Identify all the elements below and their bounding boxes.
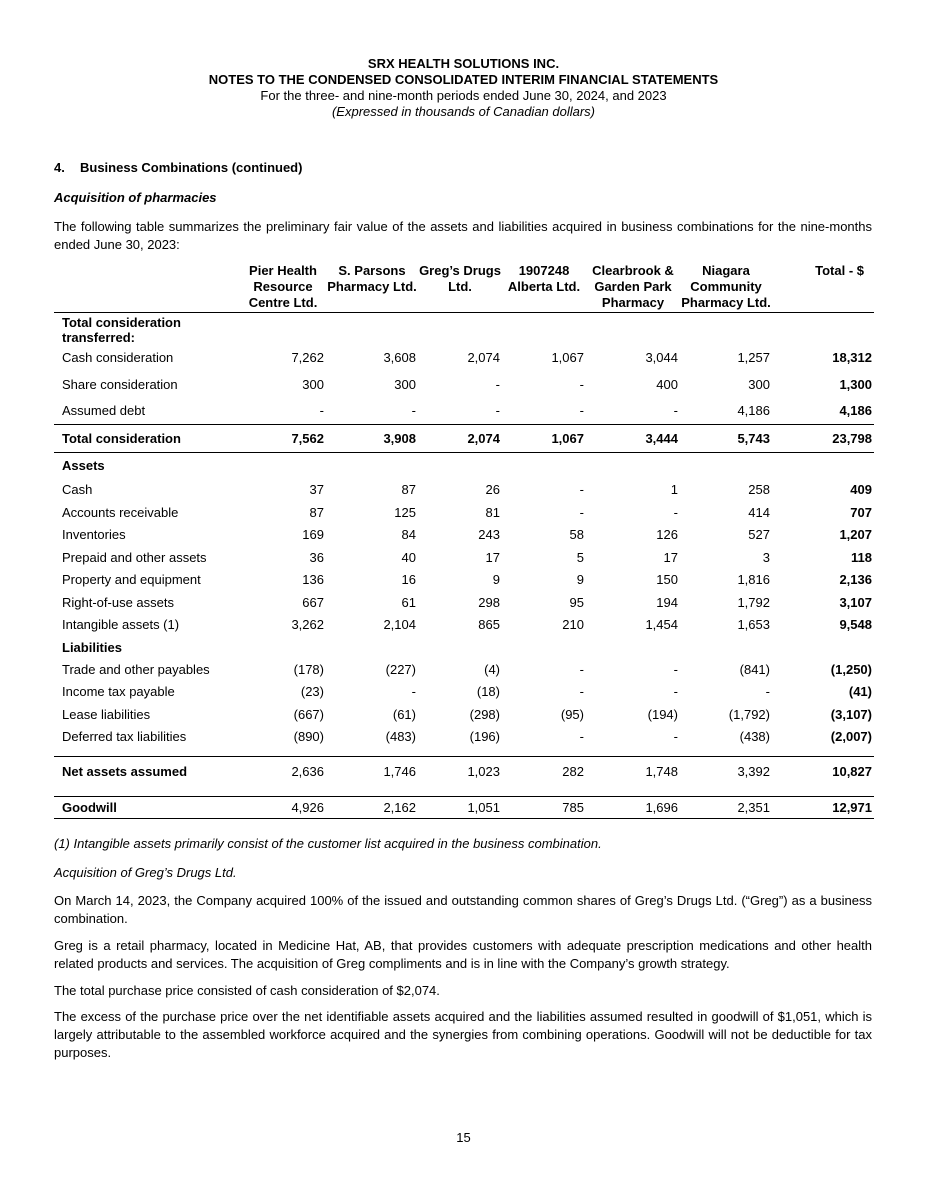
value-cell: 194 [656,594,678,610]
greg-acquisition-heading: Acquisition of Greg’s Drugs Ltd. [54,865,237,880]
row-label: Accounts receivable [62,504,179,520]
section-number: 4. [54,160,65,175]
value-cell: 400 [656,376,678,392]
value-cell: - [579,684,584,700]
value-cell: 1,454 [645,617,678,633]
value-cell: 3,392 [680,756,772,786]
row-label: Property and equipment [62,572,201,588]
table-row [54,658,874,681]
period-line: For the three- and nine-month periods ended June 30, 2024, and 2023 [260,88,667,103]
total-cell: 1,207 [839,527,872,543]
total-cell: (1,250) [830,661,872,677]
column-header: Greg’s Drugs Ltd. [418,263,502,313]
section-label: Liabilities [62,639,122,655]
value-cell: 865 [478,617,500,633]
table-row [54,501,874,524]
value-cell: - [765,684,770,700]
value-cell: 298 [478,594,500,610]
value-cell: 26 [485,482,500,498]
value-cell: (227) [385,661,416,677]
section-heading [54,160,302,175]
value-cell: 5 [576,549,584,565]
total-cell: 2,136 [839,572,872,588]
total-cell: (41) [848,684,872,700]
value-cell: 9 [576,572,584,588]
value-cell: 87 [401,482,416,498]
section-title: Business Combinations (continued) [80,160,303,175]
table-row [54,546,874,569]
value-cell: 81 [485,504,500,520]
value-cell: - [673,729,678,745]
section-label-row [54,636,874,658]
total-cell: (3,107) [830,706,872,722]
value-cell: 1,748 [586,756,680,786]
paragraph: Greg is a retail pharmacy, located in Medicine Hat, AB, that provides customers with adequate prescription medications and other health related products and services. The acquisition of Greg compliments and is in line with the Company’s growth strategy. [54,938,872,971]
value-cell: 2,636 [240,756,326,786]
value-cell: 136 [302,572,324,588]
intro-paragraph: The following table summarizes the preliminary fair value of the assets and liabilities acquired in business combinations for the nine-months ended June 30, 2023: [54,219,872,252]
value-cell: - [673,504,678,520]
value-cell: 243 [478,527,500,543]
value-cell: 1,067 [502,425,586,453]
value-cell: - [673,403,678,419]
value-cell: (667) [293,706,324,722]
row-label: Lease liabilities [62,706,151,722]
value-cell: 414 [748,504,770,520]
table-row [54,425,874,453]
value-cell: - [579,729,584,745]
value-cell: - [579,376,584,392]
total-cell: 10,827 [772,756,874,786]
total-cell: 9,548 [839,617,872,633]
value-cell: - [411,684,416,700]
table-row [54,614,874,637]
value-cell: 1,257 [737,350,770,365]
row-label: Prepaid and other assets [62,549,207,565]
value-cell: (95) [560,706,584,722]
value-cell: 150 [656,572,678,588]
column-header: 1907248 Alberta Ltd. [502,263,586,313]
total-cell: 12,971 [772,796,874,818]
total-cell: 18,312 [832,350,872,365]
value-cell: 3,262 [291,617,324,633]
total-cell: 1,300 [839,376,872,392]
row-label: Assumed debt [62,403,146,419]
section-label: Total consideration transferred: [62,314,181,345]
value-cell: 2,351 [680,796,772,818]
value-cell: 17 [485,549,500,565]
value-cell: 9 [492,572,500,588]
value-cell: 37 [309,482,324,498]
value-cell: (4) [484,661,500,677]
value-cell: 95 [569,594,584,610]
section-label-row [54,453,874,479]
value-cell: 1,816 [737,572,770,588]
value-cell: (298) [469,706,500,722]
value-cell: 300 [302,376,324,392]
document-title: NOTES TO THE CONDENSED CONSOLIDATED INTERIM FINANCIAL STATEMENTS [208,72,719,87]
value-cell: 3,444 [586,425,680,453]
table-row [54,345,874,371]
row-label: Cash [62,482,93,498]
value-cell: 3 [762,549,770,565]
value-cell: 1,023 [418,756,502,786]
value-cell: (61) [392,706,416,722]
value-cell: 1,746 [326,756,418,786]
total-cell: 23,798 [772,425,874,453]
total-cell: 707 [850,504,872,520]
total-cell: 118 [851,549,872,565]
value-cell: - [579,482,584,498]
section-label: Assets [54,453,874,479]
value-cell: 61 [401,594,416,610]
value-cell: 16 [401,572,416,588]
value-cell: 258 [748,482,770,498]
total-cell: (2,007) [830,729,872,745]
row-label-header [54,263,240,313]
column-header: S. Parsons Pharmacy Ltd. [326,263,418,313]
value-cell: 2,162 [326,796,418,818]
value-cell: - [579,504,584,520]
table-row [54,569,874,592]
total-cell: 4,186 [839,403,872,419]
value-cell: 3,908 [326,425,418,453]
value-cell: 2,074 [418,425,502,453]
value-cell: 3,608 [383,350,416,365]
value-cell: 36 [309,549,324,565]
currency-note: (Expressed in thousands of Canadian dollars) [331,104,596,119]
table-row [54,479,874,502]
value-cell: 125 [394,504,416,520]
row-label: Cash consideration [62,350,174,365]
value-cell: 58 [569,527,584,543]
table-row [54,371,874,398]
value-cell: (890) [293,729,324,745]
table-row [54,796,874,818]
value-cell: (178) [293,661,324,677]
paragraph: The excess of the purchase price over the net identifiable assets acquired and the liabilities assumed resulted in goodwill of $1,051, which is largely attributable to the assembled workforce acquired and the synergies from combining operations. Goodwill will not be deductible for tax purposes. [54,1009,872,1060]
value-cell: - [495,403,500,419]
value-cell: 1,067 [551,350,584,365]
row-label: Income tax payable [62,684,175,700]
row-label: Deferred tax liabilities [62,729,187,745]
row-label: Goodwill [54,796,240,818]
column-header: Total - $ [772,263,874,313]
total-cell: 409 [850,482,872,498]
value-cell: - [673,684,678,700]
value-cell: 5,743 [680,425,772,453]
row-label: Net assets assumed [54,756,240,786]
column-header: Pier Health Resource Centre Ltd. [240,263,326,313]
value-cell: 84 [401,527,416,543]
value-cell: (23) [300,684,324,700]
row-label: Total consideration [54,425,240,453]
value-cell: 667 [302,594,324,610]
value-cell: 87 [309,504,324,520]
table-row [54,681,874,704]
value-cell: 210 [562,617,584,633]
value-cell: (841) [739,661,770,677]
table-body [54,313,874,819]
value-cell: 40 [401,549,416,565]
spacer-row [54,748,874,756]
section-label-row [54,313,874,345]
value-cell: 17 [663,549,678,565]
value-cell: - [579,661,584,677]
table-row [54,703,874,726]
value-cell: (18) [476,684,500,700]
column-header: Niagara Community Pharmacy Ltd. [680,263,772,313]
value-cell: 169 [302,527,324,543]
value-cell: 3,044 [645,350,678,365]
row-label: Intangible assets (1) [62,617,180,633]
table-row [54,591,874,614]
value-cell: - [579,403,584,419]
spacer-row [54,786,874,796]
value-cell: 1,696 [586,796,680,818]
table-row [54,398,874,425]
column-header-row [54,263,874,313]
document-header [0,56,927,120]
value-cell: 1,051 [418,796,502,818]
value-cell: 785 [502,796,586,818]
value-cell: 1 [670,482,678,498]
row-label: Right-of-use assets [62,594,174,610]
page-number: 15 [456,1130,471,1145]
table-row [54,726,874,749]
value-cell: - [319,403,324,419]
total-cell: 3,107 [839,594,872,610]
table-footnote: (1) Intangible assets primarily consist of the customer list acquired in the business combination. [54,836,602,851]
value-cell: (194) [647,706,678,722]
value-cell: 2,104 [383,617,416,633]
value-cell: - [411,403,416,419]
value-cell: (438) [739,729,770,745]
value-cell: 7,262 [291,350,324,365]
value-cell: 4,186 [737,403,770,419]
value-cell: 1,653 [737,617,770,633]
value-cell: 1,792 [737,594,770,610]
paragraph: On March 14, 2023, the Company acquired 100% of the issued and outstanding common shares of Greg’s Drugs Ltd. (“Greg”) as a business combination. [54,893,872,926]
column-header: Clearbrook & Garden Park Pharmacy [586,263,680,313]
value-cell: 4,926 [240,796,326,818]
value-cell: 7,562 [240,425,326,453]
subsection-title: Acquisition of pharmacies [54,190,217,205]
value-cell: - [495,376,500,392]
value-cell: (196) [469,729,500,745]
paragraph: The total purchase price consisted of cash consideration of $2,074. [54,983,440,998]
value-cell: 300 [394,376,416,392]
value-cell: - [673,661,678,677]
value-cell: 126 [656,527,678,543]
value-cell: 282 [502,756,586,786]
value-cell: 2,074 [467,350,500,365]
value-cell: (483) [385,729,416,745]
company-name: SRX HEALTH SOLUTIONS INC. [367,56,560,71]
table-row [54,524,874,547]
row-label: Inventories [62,527,126,543]
business-combination-table [54,263,874,819]
value-cell: 300 [748,376,770,392]
row-label: Share consideration [62,376,178,392]
value-cell: (1,792) [728,706,770,722]
row-label: Trade and other payables [62,661,210,677]
table-row [54,756,874,786]
value-cell: 527 [748,527,770,543]
